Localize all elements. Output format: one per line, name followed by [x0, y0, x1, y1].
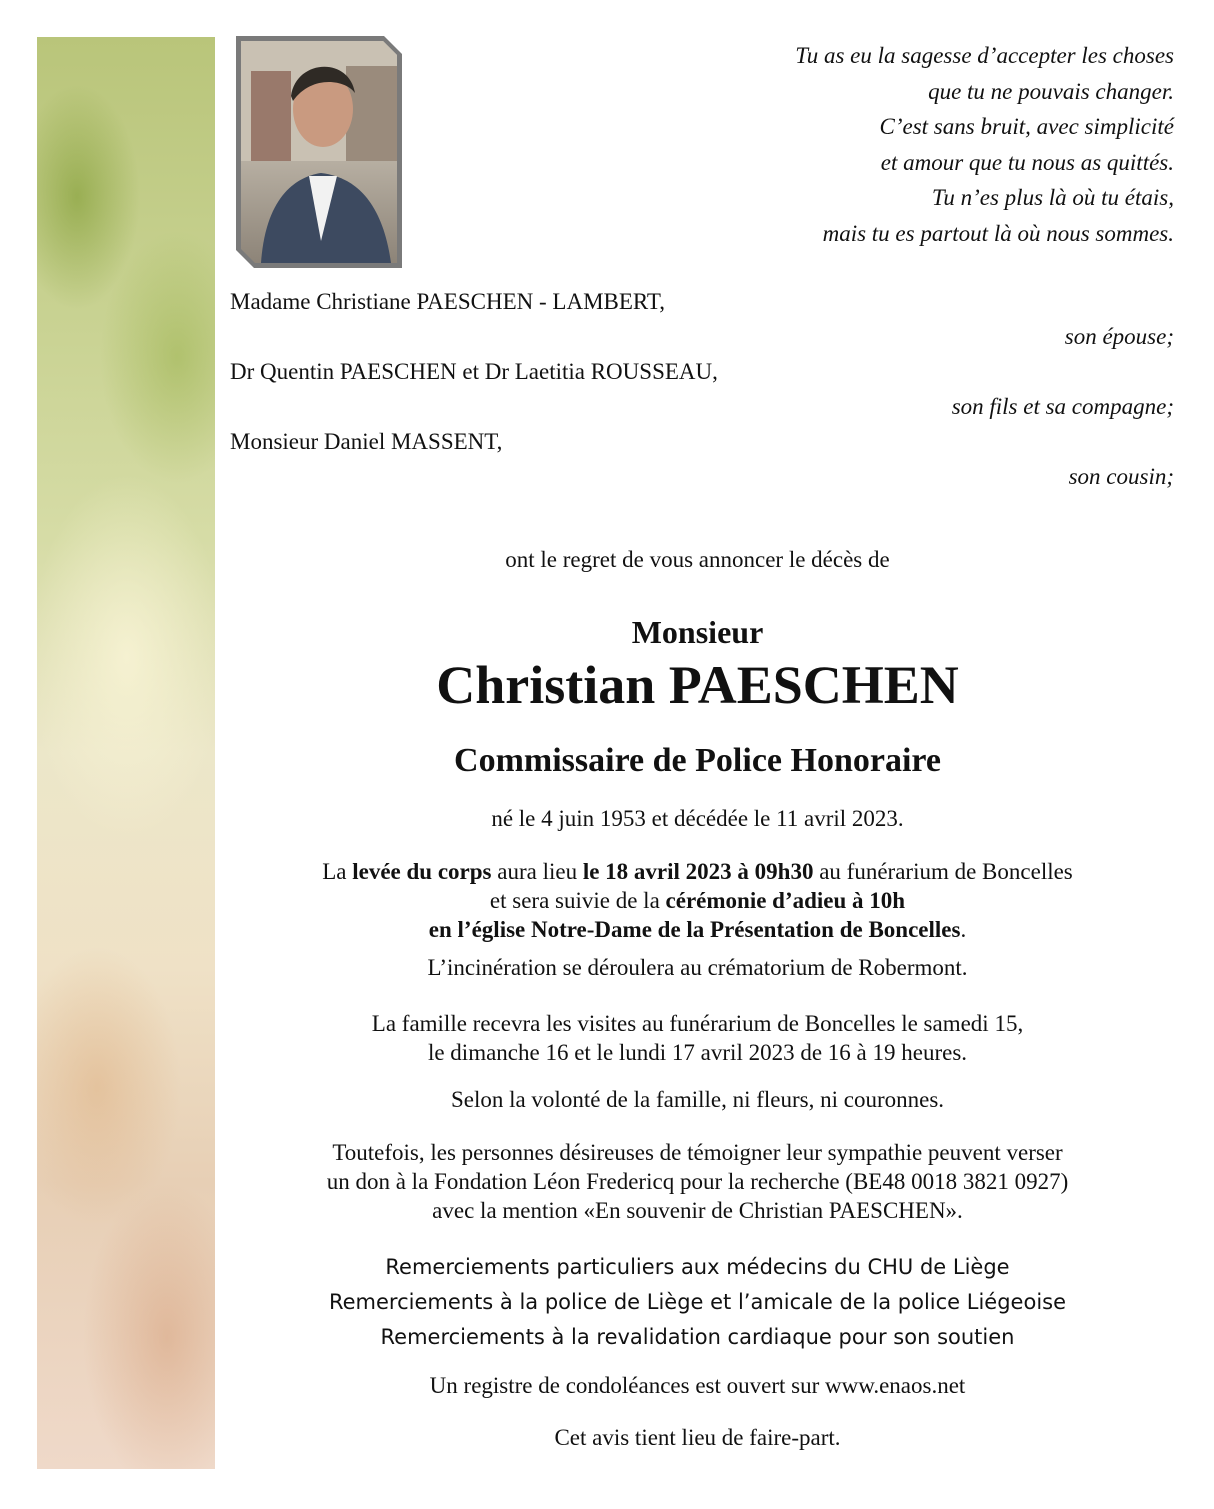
deceased-name: Christian PAESCHEN — [436, 655, 959, 715]
deceased-role: Commissaire de Police Honoraire — [454, 742, 941, 779]
ceremony-bold: levée du corps — [352, 859, 492, 884]
poem-line: C’est sans bruit, avec simplicité — [879, 114, 1174, 139]
deceased-title: Monsieur — [631, 614, 764, 650]
poem-line: Tu n’es plus là où tu étais, — [931, 185, 1174, 210]
ceremony-text: et sera suivie de la — [489, 888, 666, 913]
ceremony-details — [230, 857, 1165, 944]
portrait-photo-frame — [236, 36, 402, 268]
family-member-name: Monsieur Daniel MASSENT, — [230, 429, 503, 454]
family-wishes: Selon la volonté de la famille, ni fleurs, ni couronnes. — [450, 1087, 945, 1112]
thanks-line: Remerciements particuliers aux médecins du CHU de Liège — [385, 1255, 1010, 1279]
ceremony-date: le 18 avril 2023 à 09h30 — [582, 859, 814, 884]
ceremony-bold: cérémonie d’adieu à 10h — [665, 888, 906, 913]
ceremony-text: . — [960, 917, 967, 942]
visits-line: le dimanche 16 et le lundi 17 avril 2023 de 16 à 19 heures. — [427, 1040, 968, 1065]
thanks-line: Remerciements à la police de Liège et l’amicale de la police Liégeoise — [328, 1290, 1067, 1314]
incineration-info: L’incinération se déroulera au crématorium de Robermont. — [427, 955, 968, 980]
ceremony-text: au funérarium de Boncelles — [813, 859, 1073, 884]
family-member-name: Madame Christiane PAESCHEN - LAMBERT, — [230, 289, 665, 314]
poem — [614, 38, 1174, 251]
donation-line: un don à la Fondation Léon Fredericq pour la recherche (BE48 0018 3821 0927) — [326, 1169, 1069, 1194]
poem-line: Tu as eu la sagesse d’accepter les choses — [795, 43, 1174, 68]
birth-death-dates: né le 4 juin 1953 et décédée le 11 avril 2023. — [491, 806, 904, 831]
family-member-relation: son cousin; — [1068, 464, 1174, 489]
portrait-photo — [241, 41, 397, 263]
visits-line: La famille recevra les visites au funérarium de Boncelles le samedi 15, — [371, 1011, 1024, 1036]
poem-line: et amour que tu nous as quittés. — [880, 149, 1174, 175]
poem-line: que tu ne pouvais changer. — [928, 78, 1174, 104]
ceremony-location: en l’église Notre-Dame de la Présentation de Boncelles — [428, 917, 961, 942]
poem-line: mais tu es partout là où nous sommes. — [822, 220, 1174, 246]
ceremony-line-1 — [230, 857, 1165, 886]
condolence-registry: Un registre de condoléances est ouvert sur www.enaos.net — [429, 1373, 966, 1398]
ceremony-line-3 — [230, 915, 1165, 944]
thanks-line: Remerciements à la revalidation cardiaque pour son soutien — [380, 1325, 1015, 1349]
announcement-intro: ont le regret de vous annoncer le décès de — [505, 547, 890, 572]
thanks-list — [230, 1250, 1165, 1355]
decorative-forest-strip — [37, 37, 215, 1469]
family-list — [230, 284, 1174, 494]
visits-info — [230, 1009, 1165, 1067]
donation-line: avec la mention «En souvenir de Christian PAESCHEN». — [432, 1198, 963, 1223]
ceremony-text: La — [322, 859, 353, 884]
ceremony-text: aura lieu — [491, 859, 583, 884]
donation-line: Toutefois, les personnes désireuses de témoigner leur sympathie peuvent verser — [332, 1140, 1063, 1165]
family-member-name: Dr Quentin PAESCHEN et Dr Laetitia ROUSSEAU, — [230, 359, 718, 384]
portrait-icon — [241, 41, 397, 263]
donation-info — [230, 1138, 1165, 1225]
ceremony-line-2 — [230, 886, 1165, 915]
family-member-relation: son fils et sa compagne; — [951, 394, 1174, 419]
closing-note: Cet avis tient lieu de faire-part. — [554, 1425, 841, 1450]
family-member-relation: son épouse; — [1064, 324, 1174, 349]
